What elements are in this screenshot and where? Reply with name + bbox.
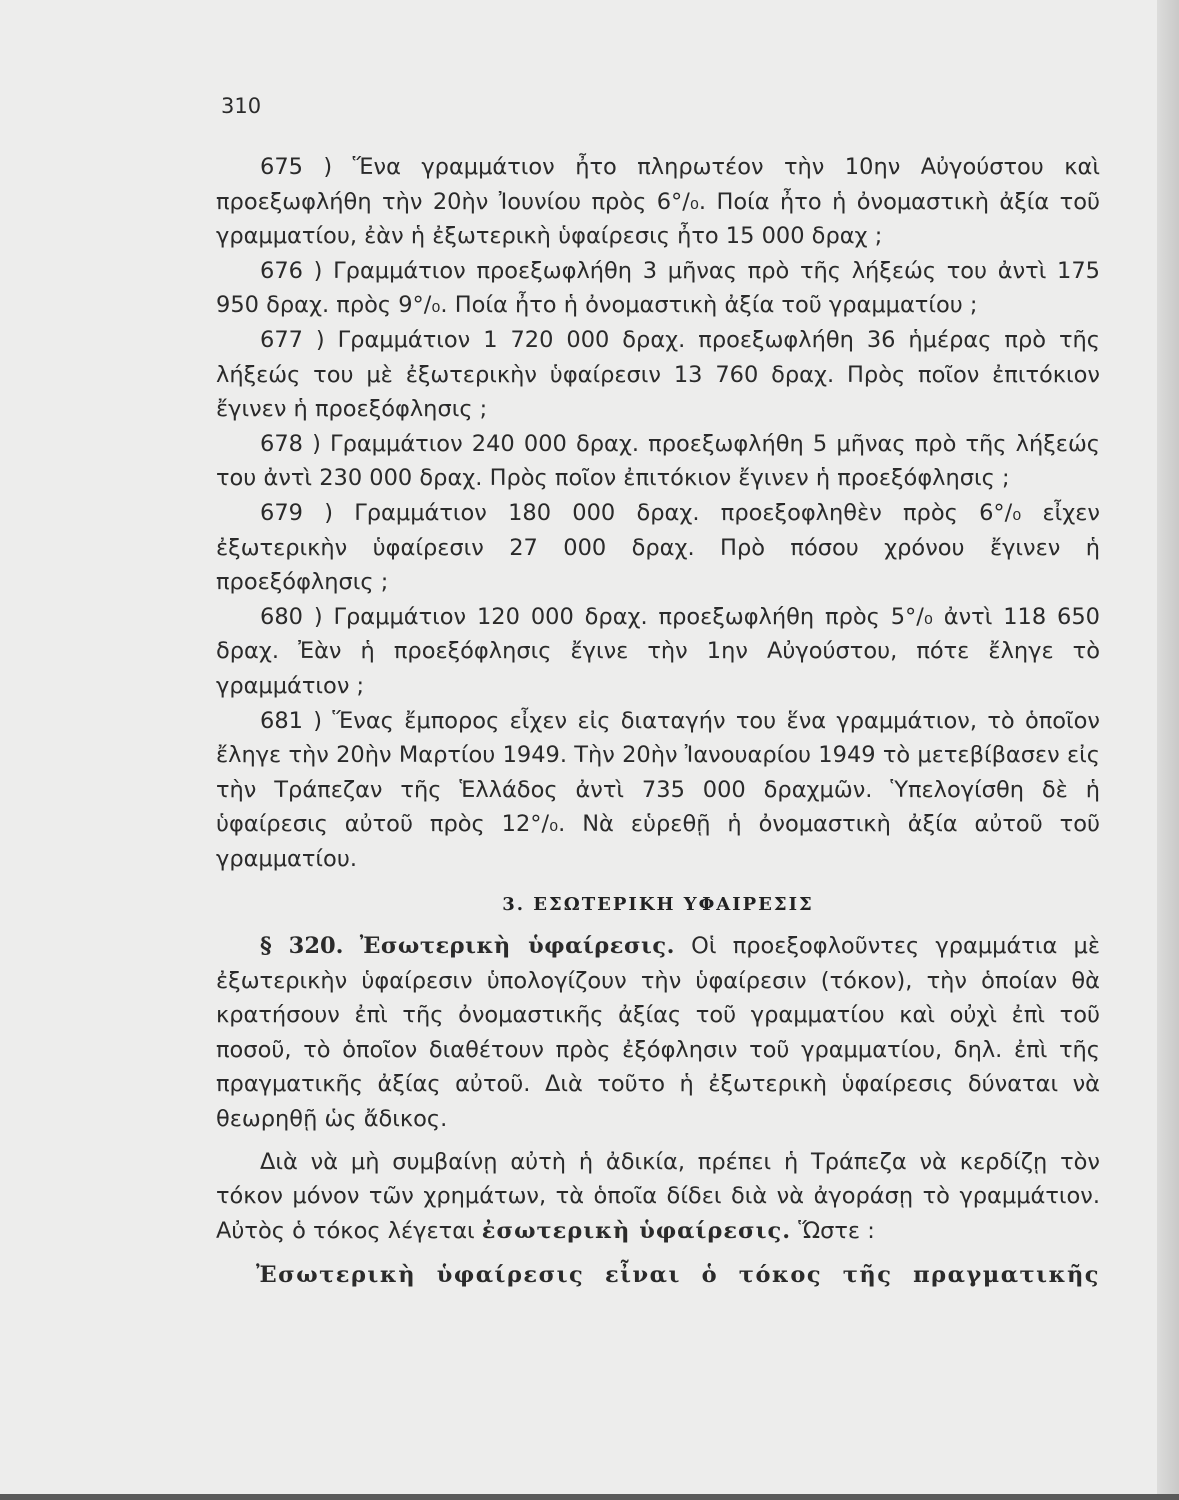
problem-677: 677 ) Γραμμάτιον 1 720 000 δραχ. προεξωφλήθη 36 ἡμέρας πρὸ τῆς λήξεώς του μὲ ἐξωτερικὴν ὑφαίρεσιν 13 760 δραχ. Πρὸς ποῖον ἐπιτόκιον ἔγινεν ἡ προεξόφλησις ; xyxy=(216,326,1100,423)
problem-676: 676 ) Γραμμάτιον προεξωφλήθη 3 μῆνας πρὸ τῆς λήξεώς του ἀντὶ 175 950 δραχ. πρὸς 9°/₀. Ποία ἦτο ἡ ὀνομαστικὴ ἀξία τοῦ γραμματίου ; xyxy=(216,257,1100,319)
section-number: § 320. xyxy=(260,933,344,960)
paragraph-injustice xyxy=(216,1145,1100,1249)
page-body xyxy=(216,150,1100,1293)
paragraph-text: Διὰ νὰ μὴ συμβαίνῃ αὐτὴ ἡ ἀδικία, πρέπει ἡ Τράπεζα νὰ κερδίζῃ τὸν τόκον μόνον τῶν χρημάτων, τὰ ὁποῖα δίδει διὰ νὰ ἀγοράσῃ τὸ γραμμάτιον. Αὐτὸς ὁ τόκος λέγεται xyxy=(216,1148,1100,1244)
section-title: Ἐσωτερικὴ ὑφαίρεσις. xyxy=(359,933,675,960)
problem-675: 675 ) Ἕνα γραμμάτιον ἦτο πληρωτέον τὴν 10ην Αὐγούστου καὶ προεξωφλήθη τὴν 20ὴν Ἰουνίου πρὸς 6°/₀. Ποία ἦτο ἡ ὀνομαστικὴ ἀξία τοῦ γραμματίου, ἐὰν ἡ ἐξωτερικὴ ὑφαίρεσις ἦτο 15 000 δραχ ; xyxy=(216,154,1100,250)
defined-term: ἐσωτερικὴ ὑφαίρεσις. xyxy=(481,1217,792,1244)
definition-line: Ἐσωτερικὴ ὑφαίρεσις εἶναι ὁ τόκος τῆς πραγματικῆς xyxy=(256,1262,1100,1289)
page-edge-shadow xyxy=(1157,0,1179,1500)
page-bottom-edge xyxy=(0,1494,1179,1500)
paragraph-conclusion: Ὥστε : xyxy=(798,1217,875,1244)
section-body: Οἱ προεξοφλοῦντες γραμμάτια μὲ ἐξωτερικὴν ὑφαίρεσιν ὑπολογίζουν τὴν ὑφαίρεσιν (τόκον), τὴν ὁποίαν θὰ κρατήσουν ἐπὶ τῆς ὀνομαστικῆς ἀξίας τοῦ γραμματίου καὶ οὐχὶ ἐπὶ τοῦ ποσοῦ, τὸ ὁποῖον διαθέτουν πρὸς ἐξόφλησιν τοῦ γραμματίου, δηλ. ἐπὶ τῆς πραγματικῆς ἀξίας αὐτοῦ. Διὰ τοῦτο ἡ ἐξωτερικὴ ὑφαίρεσις δύναται νὰ θεωρηθῇ ὡς ἄδικος. xyxy=(216,933,1100,1133)
problem-678: 678 ) Γραμμάτιον 240 000 δραχ. προεξωφλήθη 5 μῆνας πρὸ τῆς λήξεώς του ἀντὶ 230 000 δραχ. Πρὸς ποῖον ἐπιτόκιον ἔγινεν ἡ προεξόφλησις ; xyxy=(216,430,1100,492)
problem-680: 680 ) Γραμμάτιον 120 000 δραχ. προεξωφλήθη πρὸς 5°/₀ ἀντὶ 118 650 δραχ. Ἐὰν ἡ προεξόφλησις ἔγινε τὴν 1ην Αὐγούστου, πότε ἔληγε τὸ γραμμάτιον ; xyxy=(216,603,1100,699)
problem-681: 681 ) Ἕνας ἔμπορος εἶχεν εἰς διαταγήν του ἕνα γραμμάτιον, τὸ ὁποῖον ἔληγε τὴν 20ὴν Μαρτίου 1949. Τὴν 20ὴν Ἰανουαρίου 1949 τὸ μετεβίβασεν εἰς τὴν Τράπεζαν τῆς Ἑλλάδος ἀντὶ 735 000 δραχμῶν. Ὑπελογίσθη δὲ ἡ ὑφαίρεσις αὐτοῦ πρὸς 12°/₀. Νὰ εὑρεθῇ ἡ ὀνομαστικὴ ἀξία αὐτοῦ τοῦ γραμματίου. xyxy=(216,707,1100,872)
section-heading: 3. ΕΣΩΤΕΡΙΚΗ ΥΦΑΙΡΕΣΙΣ xyxy=(502,894,814,916)
section-320-paragraph xyxy=(216,929,1100,1137)
problem-679: 679 ) Γραμμάτιον 180 000 δραχ. προεξοφληθὲν πρὸς 6°/₀ εἶχεν ἐξωτερικὴν ὑφαίρεσιν 27 000 δραχ. Πρὸ πόσου χρόνου ἔγινεν ἡ προεξόφλησις ; xyxy=(216,499,1100,596)
page-number: 310 xyxy=(221,94,262,118)
